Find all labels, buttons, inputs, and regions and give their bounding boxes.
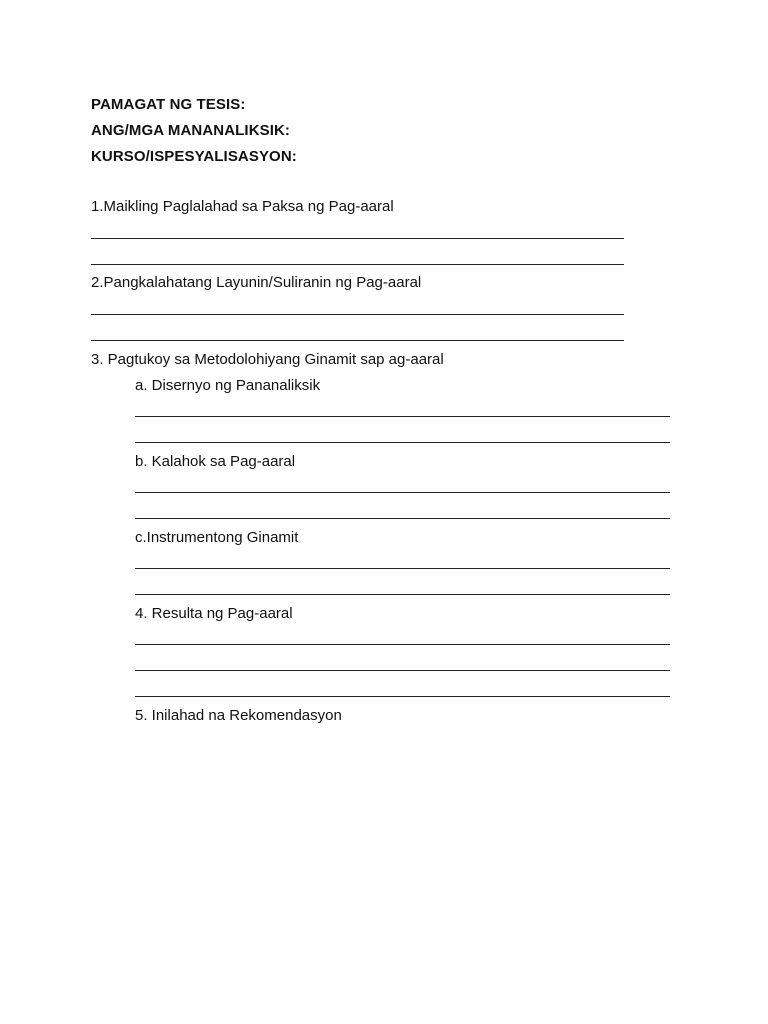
answer-line[interactable] xyxy=(91,340,624,341)
answer-line[interactable] xyxy=(135,492,670,493)
answer-line[interactable] xyxy=(135,442,670,443)
section-4-heading: 4. Resulta ng Pag-aaral xyxy=(135,605,293,622)
section-5-heading: 5. Inilahad na Rekomendasyon xyxy=(135,707,342,724)
thesis-title-label: PAMAGAT NG TESIS: xyxy=(91,96,246,113)
section-3-heading: 3. Pagtukoy sa Metodolohiyang Ginamit sap ag-aaral xyxy=(91,351,444,368)
researchers-label: ANG/MGA MANANALIKSIK: xyxy=(91,122,291,139)
answer-line[interactable] xyxy=(91,264,624,265)
answer-line[interactable] xyxy=(91,314,624,315)
answer-line[interactable] xyxy=(135,594,670,595)
answer-line[interactable] xyxy=(91,238,624,239)
course-label: KURSO/ISPESYALISASYON: xyxy=(91,148,297,165)
section-2-heading: 2.Pangkalahatang Layunin/Suliranin ng Pag-aaral xyxy=(91,274,422,291)
answer-line[interactable] xyxy=(135,518,670,519)
section-3a-heading: a. Disernyo ng Pananaliksik xyxy=(135,377,321,394)
answer-line[interactable] xyxy=(135,416,670,417)
answer-line[interactable] xyxy=(135,670,670,671)
answer-line[interactable] xyxy=(135,568,670,569)
answer-line[interactable] xyxy=(135,696,670,697)
answer-line[interactable] xyxy=(135,644,670,645)
section-3c-heading: c.Instrumentong Ginamit xyxy=(135,529,299,546)
section-1-heading: 1.Maikling Paglalahad sa Paksa ng Pag-aaral xyxy=(91,198,394,215)
section-3b-heading: b. Kalahok sa Pag-aaral xyxy=(135,453,296,470)
